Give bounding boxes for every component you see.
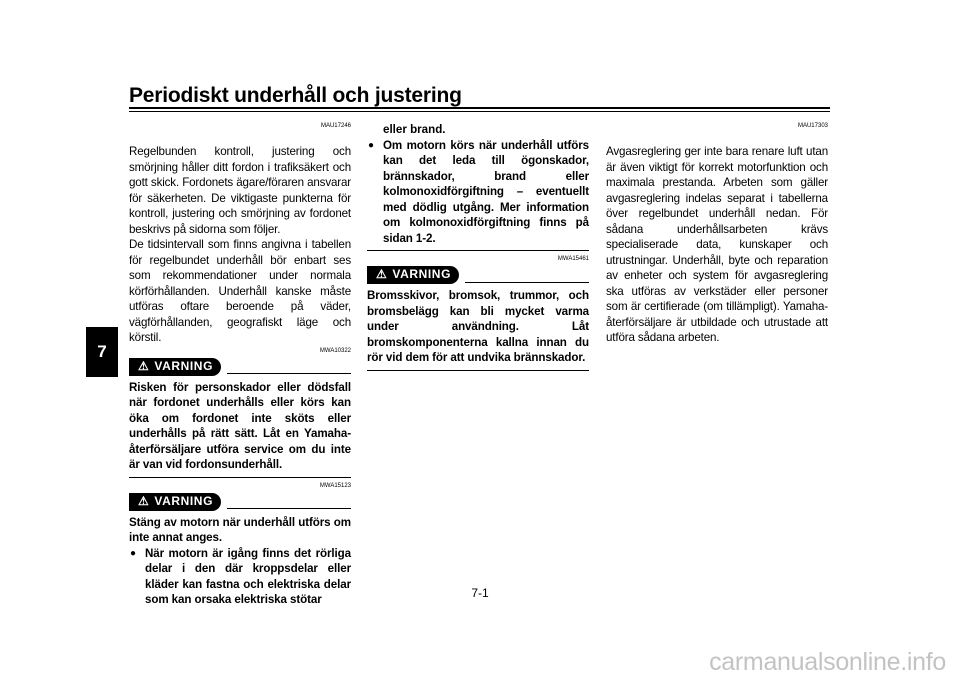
header-rule <box>129 107 830 109</box>
page-title: Periodiskt underhåll och justering <box>129 84 462 107</box>
warning-header <box>129 493 351 511</box>
continuation-text: eller brand. <box>383 123 446 136</box>
column-1 <box>129 122 351 608</box>
warning-label <box>129 358 221 376</box>
warning-text: Bromsskivor, bromsok, trummor, och bromsbelägg kan bli mycket varma under användning. Låt bromskomponenterna kallna innan du rör vid dem för att undvika brännskador. <box>367 289 589 364</box>
warning-label <box>129 493 221 511</box>
warning-triangle-icon: ⚠ <box>138 493 150 508</box>
emissions-paragraph: Avgasreglering ger inte bara renare luft utan är även viktigt för korrekt motorfunktion och maximala prestanda. Arbeten som gäller avgasreglering indelas separat i tabellerna över regelbundet underhåll nedan. För sådana underhållsarbeten krävs specialiserade data, kunskaper och utrustningar. Underhåll, byte och reparation av enheter och system för avgasreglering ska utföras av verkstäder eller personer som är certifierade (om tillämpligt). Yamaha-återförsäljare är utbildade och utrustade att utföra sådana arbeten. <box>606 145 828 344</box>
warning-label-text: VARNING <box>392 267 452 282</box>
warning-code: MWA10322 <box>319 347 351 354</box>
warning-bullets <box>367 138 589 247</box>
warning-header <box>367 266 589 284</box>
warning-code: MWA15461 <box>557 256 589 262</box>
warning-end-rule <box>367 250 589 251</box>
warning-label <box>367 266 459 284</box>
warning-end-rule <box>367 370 589 371</box>
warning-rule <box>227 373 351 374</box>
warning-label-text: VARNING <box>154 493 214 508</box>
warning-rule <box>227 508 351 509</box>
warning-header <box>129 358 351 376</box>
intro-paragraph: Regelbunden kontroll, justering och smörjning håller ditt fordon i trafiksäkert och gott skick. Fordonets ägare/föraren ansvarar för säkerheten. De viktigaste punkterna för kontroll, justering och smörjning av fordonet beskrivs på sidorna som följer. <box>129 145 351 236</box>
watermark: carmanualsonline.info <box>709 648 946 676</box>
page-number: 7-1 <box>471 586 489 600</box>
column-3 <box>606 122 828 346</box>
warning-label-text: VARNING <box>154 358 214 373</box>
header-rule-thin <box>129 111 830 112</box>
section-code: MAU17246 <box>320 123 351 129</box>
chapter-tab: 7 <box>86 327 118 377</box>
warning-text: Stäng av motorn när underhåll utförs om inte annat anges. <box>129 515 351 544</box>
warning-code: MWA15123 <box>319 482 351 489</box>
warning-text: Risken för personskador eller dödsfall när fordonet underhålls eller körs kan öka om fordonet inte sköts eller underhålls på rätt sätt. Låt en Yamaha-återförsäljare utföra service om du inte är van vid fordonsunderhåll. <box>129 380 351 471</box>
list-item: ● När motorn är igång finns det rörliga delar i den där kroppsdelar eller kläder kan fastna och elektriska delar som kan orsaka elektriska stötar <box>145 546 351 608</box>
column-2 <box>367 122 589 371</box>
warning-end-rule <box>129 477 351 478</box>
list-item: ● Om motorn körs när underhåll utförs kan det leda till ögonskador, brännskador, brand eller kolmonoxidförgiftning – eventuellt med dödlig utgång. Mer information om kolmonoxidförgiftning finns på sidan 1-2. <box>383 138 589 247</box>
warning-rule <box>465 282 589 283</box>
section-code: MAU17303 <box>797 123 828 129</box>
warning-triangle-icon: ⚠ <box>376 267 388 282</box>
intro-paragraph-2: De tidsintervall som finns angivna i tabellen för regelbundet underhåll bör enbart ses som rekommendationer under normala körförhållanden. Underhåll kanske måste utföras oftare beroende på väder, vägförhållanden, geografiskt läge och körstil. <box>129 238 351 344</box>
warning-triangle-icon: ⚠ <box>138 358 150 373</box>
